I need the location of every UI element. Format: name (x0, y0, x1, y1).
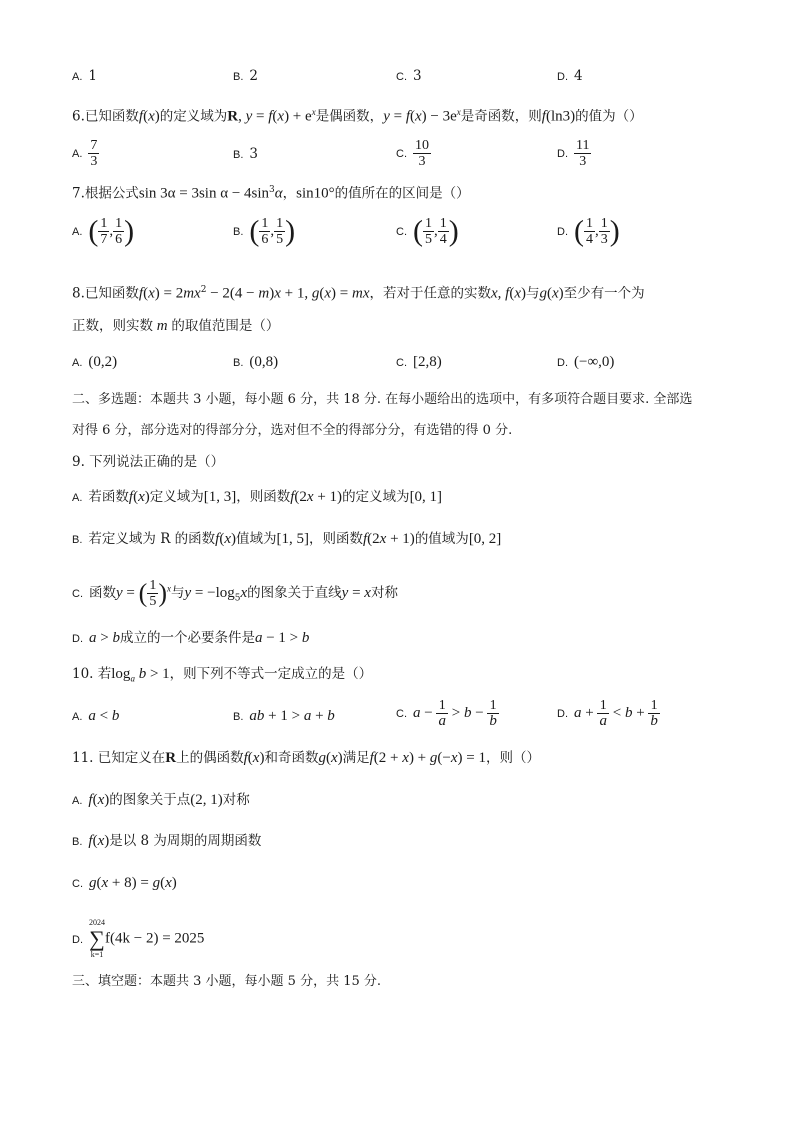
stem-text: 上的偶函数 (176, 750, 244, 766)
option-value: 1 (88, 68, 97, 84)
q11-option-c: C. g(x + 8) = g(x) (72, 875, 177, 891)
question-number: 6. (72, 108, 85, 125)
stem-text: 的值所在的区间是（） (334, 185, 470, 202)
option-value: [2,8) (413, 354, 442, 370)
numerator: 7 (90, 138, 98, 153)
sum-upper-limit: 2024 (89, 918, 105, 927)
stem-text: 至少有一个为 (563, 285, 645, 302)
stem-text: 满足 (342, 750, 370, 766)
option-text: 若定义域为 R 的函数 (88, 531, 216, 547)
denominator: 5 (276, 232, 284, 247)
question-6-stem: 6.已知函数f(x)的定义域为R, $y = f(x) + e^x$是偶函数，$y = f(x) - 3e^x$是奇函数，则f(ln3)的值为（） (72, 107, 643, 125)
option-text: 是以 8 为周期的周期函数 (109, 833, 262, 849)
option-text: 若函数 (88, 489, 129, 505)
q7-option-a: A. ( $\frac{1}{7}$ , $\frac{1}{6}$ ) (72, 214, 135, 248)
denominator: 4 (439, 232, 447, 247)
q11-option-d: D. 2024 ∑ k=1 f(4k − 2) = 2025 (72, 918, 205, 959)
stem-text: 根据公式 (84, 185, 139, 202)
option-label: A. (72, 71, 83, 83)
q6-option-c: C. $\frac{10}{3}$ (396, 138, 429, 169)
numerator: 10 (415, 138, 429, 153)
question-11-stem: 11. 已知定义在R上的偶函数f(x)和奇函数g(x)满足f(2 + x) + g(−x) = 1，则（） (72, 750, 541, 766)
q7-option-c: C. ( $\frac{1}{5}$ , $\frac{1}{4}$ ) (396, 214, 459, 248)
stem-text: ， (282, 185, 297, 202)
formula: sin 3α = 3sin α − 4sin (138, 185, 270, 202)
stem-text: 与 (526, 285, 540, 302)
question-number: 8. (72, 285, 85, 302)
question-number: 7. (72, 185, 85, 202)
question-10-stem: 10. 若$\log_a b > 1$，则下列不等式一定成立的是（） (72, 666, 373, 684)
option-value: (0,2) (88, 354, 118, 370)
stem-text: 10. 若 (72, 666, 112, 682)
q10-option-c: C. a − $\frac{1}{a}$ > b − $\frac{1}{b}$ (396, 698, 497, 729)
option-label: B. (233, 71, 244, 83)
denominator: 3 (418, 154, 426, 169)
numerator: 1 (115, 216, 123, 231)
option-text: 与 (170, 585, 185, 601)
option-value: 3 (413, 68, 422, 84)
stem-text: 的值为（） (575, 108, 643, 125)
q7-option-b: B. ( $\frac{1}{6}$ , $\frac{1}{5}$ ) (233, 214, 296, 248)
q9-option-c: C. 函数y = ( $\frac{1}{5}$ )$^x$与$y = -\log_5x$的图象关于直线y = x对称 (72, 578, 398, 609)
question-9-stem: 9. 下列说法正确的是（） (72, 454, 225, 470)
q6-option-a: A. $\frac{7}{3}$ (72, 138, 98, 169)
question-7-stem: 7.根据公式sin 3α = 3sin $\alpha - 4\sin^3\alpha$，sin10°的值所在的区间是（） (72, 185, 470, 202)
numerator: 1 (439, 216, 447, 231)
stem-text: 已知函数 (84, 108, 139, 125)
option-text: 的图象关于点 (109, 792, 191, 808)
q7-option-d: D. ( $\frac{1}{4}$ , $\frac{1}{3}$ ) (557, 214, 620, 248)
q5-option-b (233, 66, 258, 87)
denominator: 5 (425, 232, 432, 247)
q9-option-b: B. 若定义域为 R 的函数f(x)值域为[1, 5]，则函数f(2x + 1)的值域为[0, 2] (72, 531, 502, 547)
denominator: 3 (579, 154, 587, 169)
numerator: 1 (600, 216, 608, 231)
stem-text: ，则下列不等式一定成立的是（） (169, 666, 373, 682)
q9-option-d: D. a > b成立的一个必要条件是a − 1 > b (72, 630, 310, 646)
q11-option-b: B. f(x)是以 8 为周期的周期函数 (72, 833, 262, 849)
stem-text: 正数，则实数 (72, 318, 153, 334)
stem-text: 是偶函数， (315, 108, 384, 125)
option-text: 函数 (89, 585, 116, 601)
stem-text: 是奇函数，则 (460, 108, 542, 125)
stem-text: 已知函数 (84, 285, 139, 302)
q10-option-a: A. a < b (72, 708, 120, 724)
q8-option-c: C. [2,8) (396, 354, 442, 370)
option-label: D. (557, 71, 568, 83)
option-text: ，则函数 (236, 489, 291, 505)
option-value: (−∞,0) (574, 354, 615, 370)
q5-option-c (396, 66, 422, 87)
option-value: (0,8) (249, 354, 279, 370)
denominator: 6 (261, 232, 269, 247)
option-text: 的定义域为 (342, 489, 410, 505)
option-label: C. (396, 71, 407, 83)
q8-option-a: A. (0,2) (72, 354, 118, 370)
q8-option-b: B. (0,8) (233, 354, 279, 370)
option-text: 成立的一个必要条件是 (119, 630, 255, 646)
q9-option-a: A. 若函数f(x)定义域为[1, 3]，则函数f(2x + 1)的定义域为[0, 1] (72, 489, 443, 505)
numerator: 11 (576, 138, 590, 153)
q10-option-b: B. ab + 1 > a + b (233, 708, 335, 724)
stem-text: 11. 已知定义在 (72, 750, 166, 766)
stem-text: ，则（） (486, 750, 541, 766)
option-text: 的图象关于直线 (247, 585, 342, 601)
section-2-instructions: 对得 6 分，部分选对的得部分分，选对但不全的得部分分，有选错的得 0 分. (72, 423, 513, 438)
question-8-stem-line2: 正数，则实数 m 的取值范围是（） (72, 318, 280, 334)
section-2-heading: 二、多选题：本题共 3 小题，每小题 6 分，共 18 分. 在每小题给出的选项中，有多项符合题目要求. 全部选 (72, 392, 693, 407)
denominator: 6 (115, 232, 123, 247)
denominator: 3 (600, 232, 608, 247)
question-8-stem: 8.已知函数$f(x) = 2mx^2 - 2(4 - m)x + 1$, g(x) = mx，若对于任意的实数x, f(x)与g(x)至少有一个为 (72, 285, 645, 302)
q8-option-d: D. (−∞,0) (557, 354, 615, 370)
denominator: 7 (100, 232, 108, 247)
option-text: 的值域为 (414, 531, 469, 547)
sum-expression: f(4k − 2) = 2025 (105, 930, 205, 947)
q6-option-b: B. 3 (233, 146, 258, 162)
section-3-heading: 三、填空题：本题共 3 小题，每小题 5 分，共 15 分. (72, 974, 382, 989)
stem-text: ，若对于任意的实数 (369, 285, 491, 302)
q5-option-d (557, 66, 583, 87)
numerator: 1 (276, 216, 284, 231)
option-text: 对称 (222, 792, 250, 808)
q6-option-d: D. $\frac{11}{3}$ (557, 138, 590, 169)
option-text: 定义域为 (149, 489, 204, 505)
option-value: 3 (249, 146, 258, 162)
stem-text: 的取值范围是（） (171, 318, 280, 334)
option-value: 2 (249, 68, 258, 84)
option-text: 对称 (370, 585, 398, 601)
denominator: 3 (90, 154, 98, 169)
stem-text: 和奇函数 (264, 750, 319, 766)
numerator: 1 (425, 216, 432, 231)
option-value: 4 (574, 68, 583, 84)
numerator: 1 (100, 216, 108, 231)
q11-option-a: A. f(x)的图象关于点(2, 1)对称 (72, 792, 250, 808)
option-text: 值域为 (236, 531, 277, 547)
option-text: ，则函数 (309, 531, 363, 547)
numerator: 1 (261, 216, 269, 231)
numerator: 1 (586, 216, 593, 231)
q10-option-d: D. a + $\frac{1}{a}$ < b + $\frac{1}{b}$ (557, 698, 658, 729)
q5-option-a (72, 66, 97, 87)
stem-text: 的定义域为 (159, 108, 228, 125)
sum-lower-limit: k=1 (90, 950, 104, 959)
denominator: 4 (586, 232, 593, 247)
